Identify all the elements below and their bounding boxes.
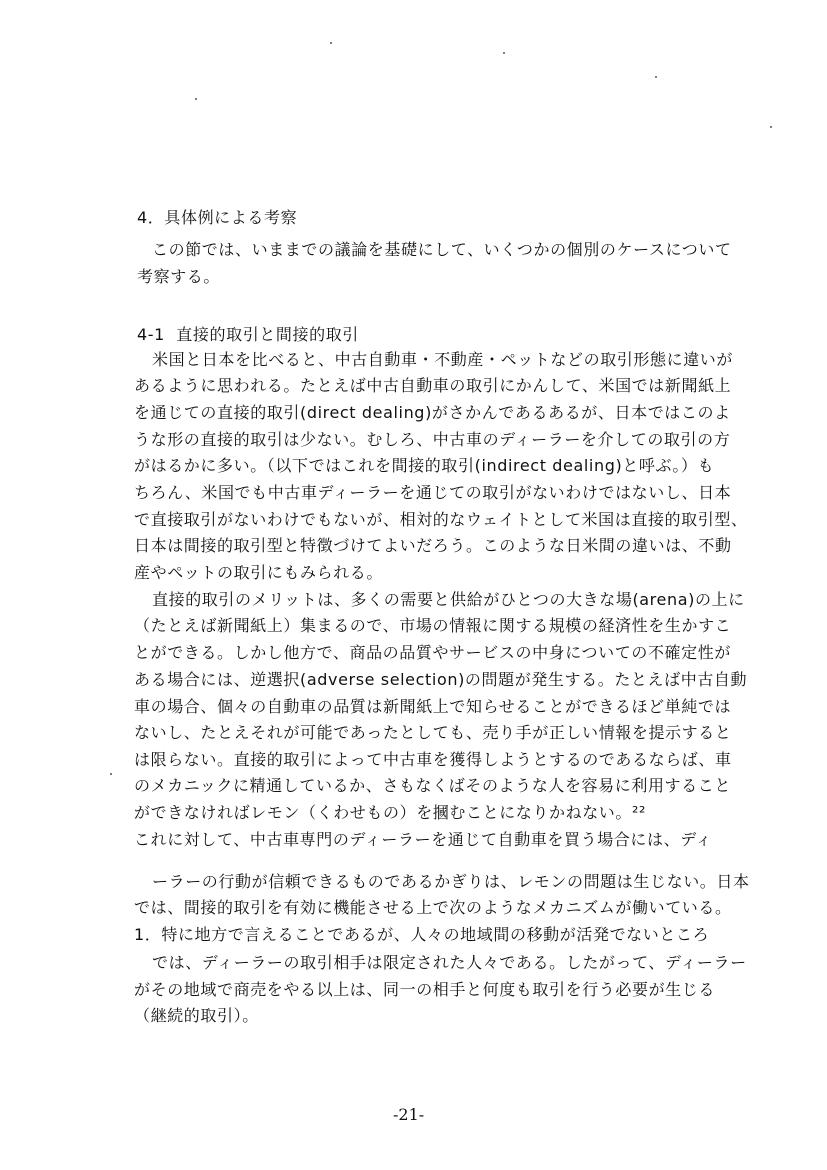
body-line: ちろん、米国でも中古車ディーラーを通じての取引がないわけではないし、日本 xyxy=(134,483,732,502)
body-line: 米国と日本を比べると、中古自動車・不動産・ペットなどの取引形態に違いが xyxy=(152,350,734,369)
body-line: がはるかに多い。（以下ではこれを間接的取引(indirect dealing)と呼ぶ。）も xyxy=(134,456,715,475)
body-line: うな形の直接的取引は少ない。むしろ、中古車のディーラーを介しての取引の方 xyxy=(134,430,731,449)
scan-speck xyxy=(330,42,332,44)
body-line: 日本は間接的取引型と特徴づけてよいだろう。このような日米間の違いは、不動 xyxy=(134,536,732,555)
scan-speck xyxy=(503,52,505,54)
intro-line: この節では、いままでの議論を基礎にして、いくつかの個別のケースについて xyxy=(152,240,732,259)
body-line: ある場合には、逆選択(adverse selection)の問題が発生する。たとえば中古自動 xyxy=(134,670,748,689)
body-line: では、間接的取引を有効に機能させる上で次のようなメカニズムが働いている。 xyxy=(134,898,732,917)
body-line: （継続的取引）。 xyxy=(134,1006,259,1025)
intro-line: 考察する。 xyxy=(137,267,221,286)
body-line: 車の場合、個々の自動車の品質は新聞紙上で知らせることができるほど単純では xyxy=(134,697,732,716)
body-line: 直接的取引のメリットは、多くの需要と供給がひとつの大きな場(arena)の上に xyxy=(152,590,745,609)
body-line: ができなければレモン（くわせもの）を摑むことになりかねない。²² xyxy=(134,803,647,822)
body-line: がその地域で商売をやる以上は、同一の相手と何度も取引を行う必要が生じる xyxy=(134,980,716,999)
body-line: （たとえば新聞紙上）集まるので、市場の情報に関する規模の経済性を生かすこ xyxy=(134,616,732,635)
body-line: ーラーの行動が信頼できるものであるかぎりは、レモンの問題は生じない。日本 xyxy=(152,872,750,891)
subsection-heading: 4-1 直接的取引と間接的取引 xyxy=(137,325,359,344)
scan-speck xyxy=(195,98,197,100)
body-line: これに対して、中古車専門のディーラーを通じて自動車を買う場合には、ディ xyxy=(134,830,713,849)
body-line: を通じての直接的取引(direct dealing)がさかんであるあるが、日本ではこのよ xyxy=(134,403,731,422)
body-line: 1．特に地方で言えることであるが、人々の地域間の移動が活発でないところ xyxy=(134,925,710,944)
body-line: では、ディーラーの取引相手は限定された人々である。したがって、ディーラー xyxy=(152,953,747,972)
body-line: は限らない。直接的取引によって中古車を獲得しようとするのであるならば、車 xyxy=(134,750,732,769)
scan-speck xyxy=(655,76,657,78)
body-line: のメカニックに精通しているか、さもなくばそのような人を容易に利用すること xyxy=(134,776,731,795)
scan-speck xyxy=(110,773,112,775)
scan-speck xyxy=(770,126,772,128)
body-line: 産やペットの取引にもみられる。 xyxy=(134,563,384,582)
body-line: あるように思われる。たとえば中古自動車の取引にかんして、米国では新聞紙上 xyxy=(134,376,732,395)
body-line: ないし、たとえそれが可能であったとしても、売り手が正しい情報を提示すると xyxy=(134,723,732,742)
body-line: で直接取引がないわけでもないが、相対的なウェイトとして米国は直接的取引型、 xyxy=(134,510,748,529)
body-line: とができる。しかし他方で、商品の品質やサービスの中身についての不確定性が xyxy=(134,643,731,662)
section-heading: 4．具体例による考察 xyxy=(137,208,298,227)
page-number: -21- xyxy=(393,1105,425,1124)
